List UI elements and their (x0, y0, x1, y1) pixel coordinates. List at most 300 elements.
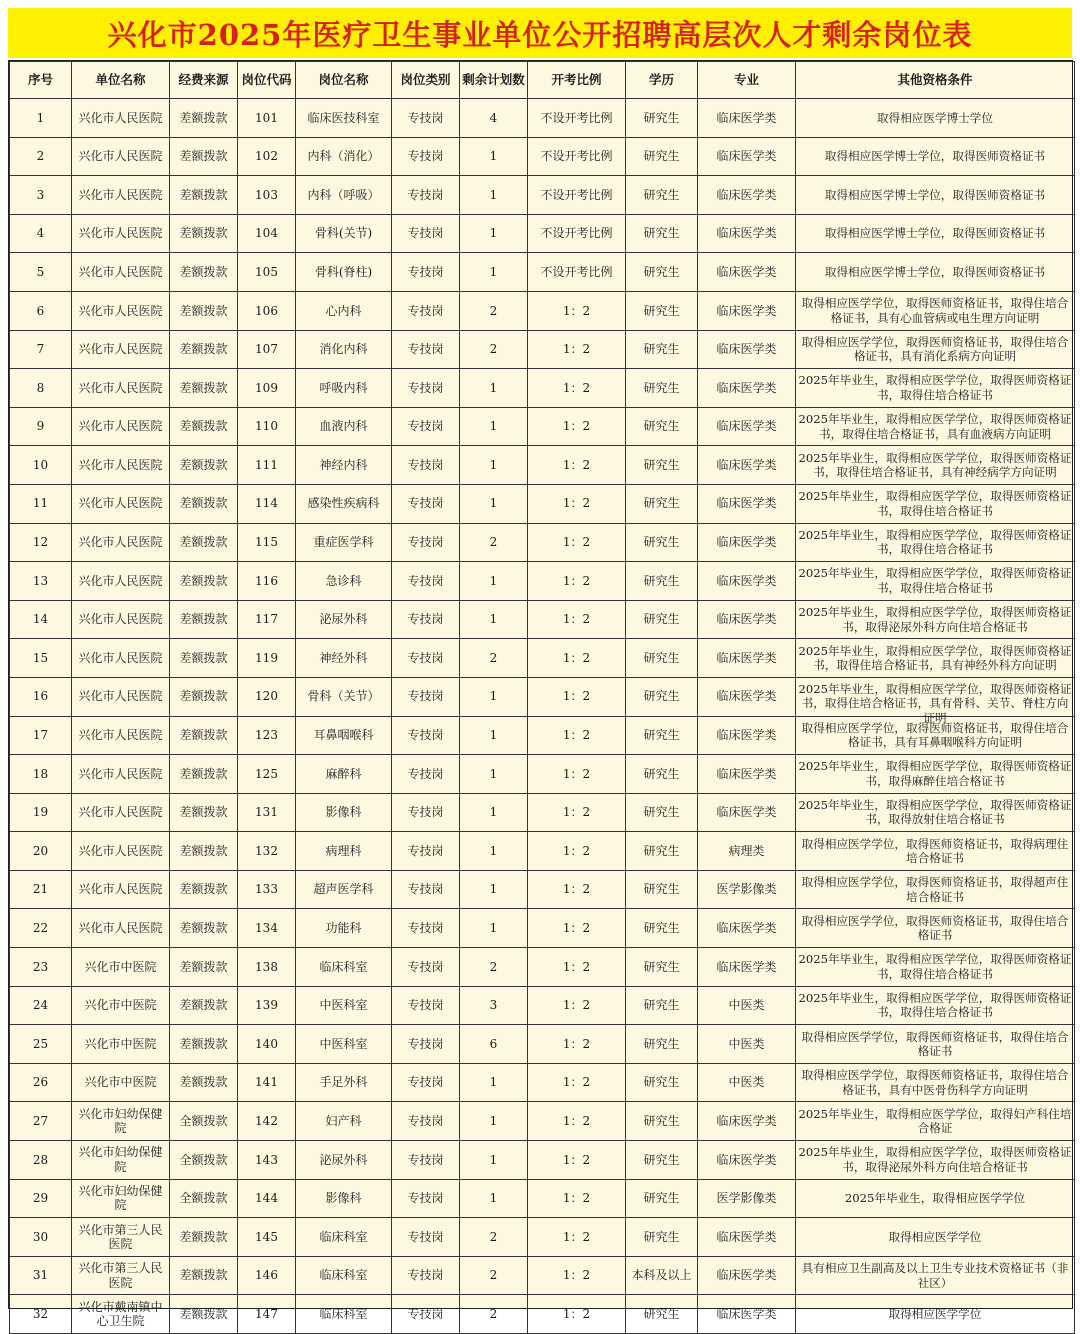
cell-position: 骨科（关节） (296, 677, 392, 716)
cell-position: 神经内科 (296, 446, 392, 485)
cell-ratio: 1：2 (528, 291, 626, 330)
cell-major: 临床医学类 (698, 562, 796, 601)
cell-category: 专技岗 (392, 1295, 460, 1334)
cell-education: 本科及以上 (626, 1256, 698, 1295)
header-remaining: 剩余计划数 (460, 62, 528, 99)
cell-unit: 兴化市人民医院 (72, 639, 170, 678)
cell-code: 145 (238, 1218, 296, 1257)
cell-remaining: 2 (460, 330, 528, 369)
cell-remaining: 1 (460, 600, 528, 639)
cell-funding: 差额拨款 (170, 523, 238, 562)
cell-ratio: 1：2 (528, 909, 626, 948)
cell-category: 专技岗 (392, 986, 460, 1025)
cell-category: 专技岗 (392, 1218, 460, 1257)
cell-education: 研究生 (626, 832, 698, 871)
requirements-text: 2025年毕业生，取得相应医学学位，取得医师资格证书，取得泌尿外科方向住培合格证书 (798, 1145, 1072, 1174)
cell-ratio: 1：2 (528, 948, 626, 987)
cell-position: 功能科 (296, 909, 392, 948)
cell-remaining: 1 (460, 253, 528, 292)
cell-education: 研究生 (626, 1218, 698, 1257)
cell-ratio: 不设开考比例 (528, 176, 626, 215)
cell-position: 超声医学科 (296, 870, 392, 909)
cell-ratio: 1：2 (528, 793, 626, 832)
cell-remaining: 2 (460, 639, 528, 678)
cell-index: 25 (10, 1025, 72, 1064)
cell-code: 117 (238, 600, 296, 639)
cell-education: 研究生 (626, 677, 698, 716)
cell-index: 8 (10, 369, 72, 408)
cell-education: 研究生 (626, 1141, 698, 1180)
cell-index: 24 (10, 986, 72, 1025)
table-row (10, 1025, 1075, 1064)
cell-remaining: 1 (460, 1141, 528, 1180)
table-row (10, 137, 1075, 176)
table-row (10, 870, 1075, 909)
cell-position: 影像科 (296, 793, 392, 832)
cell-major: 临床医学类 (698, 446, 796, 485)
table-row (10, 909, 1075, 948)
cell-remaining: 2 (460, 1256, 528, 1295)
cell-index: 16 (10, 677, 72, 716)
table-row (10, 793, 1075, 832)
table-row (10, 677, 1075, 716)
cell-unit: 兴化市人民医院 (72, 523, 170, 562)
cell-code: 105 (238, 253, 296, 292)
cell-category: 专技岗 (392, 176, 460, 215)
cell-requirements (796, 214, 1075, 253)
cell-unit: 兴化市妇幼保健院 (72, 1102, 170, 1141)
header-position: 岗位名称 (296, 62, 392, 99)
cell-index: 1 (10, 99, 72, 138)
requirements-text: 2025年毕业生，取得相应医学学位，取得医师资格证书，取得放射住培合格证书 (798, 797, 1072, 827)
cell-funding: 差额拨款 (170, 484, 238, 523)
requirements-text: 2025年毕业生，取得相应医学学位 (844, 1191, 1026, 1206)
table-row (10, 407, 1075, 446)
cell-code: 111 (238, 446, 296, 485)
cell-major: 中医类 (698, 986, 796, 1025)
cell-index: 23 (10, 948, 72, 987)
cell-education: 研究生 (626, 1063, 698, 1102)
cell-funding: 差额拨款 (170, 1025, 238, 1064)
cell-remaining: 2 (460, 1295, 528, 1334)
cell-unit: 兴化市人民医院 (72, 716, 170, 755)
cell-education: 研究生 (626, 755, 698, 794)
cell-requirements (796, 639, 1075, 678)
cell-index: 15 (10, 639, 72, 678)
cell-major: 临床医学类 (698, 600, 796, 639)
cell-category: 专技岗 (392, 832, 460, 871)
cell-position: 临床医技科室 (296, 99, 392, 138)
cell-requirements (796, 1256, 1075, 1295)
cell-code: 103 (238, 176, 296, 215)
cell-unit: 兴化市人民医院 (72, 253, 170, 292)
cell-major: 中医类 (698, 1063, 796, 1102)
cell-code: 123 (238, 716, 296, 755)
cell-category: 专技岗 (392, 1256, 460, 1295)
cell-code: 143 (238, 1141, 296, 1180)
cell-unit: 兴化市人民医院 (72, 137, 170, 176)
requirements-text: 取得相应医学学位，取得医师资格证书，取得住培合格证书，具有耳鼻咽喉科方向证明 (801, 720, 1069, 750)
cell-requirements (796, 330, 1075, 369)
table-row (10, 1141, 1075, 1180)
cell-category: 专技岗 (392, 99, 460, 138)
cell-funding: 差额拨款 (170, 948, 238, 987)
cell-index: 3 (10, 176, 72, 215)
requirements-text: 2025年毕业生，取得相应医学学位，取得医师资格证书，取得住培合格证书，具有神经病学方向证明 (798, 450, 1072, 480)
cell-ratio: 不设开考比例 (528, 214, 626, 253)
cell-unit: 兴化市中医院 (72, 1063, 170, 1102)
cell-unit: 兴化市中医院 (72, 948, 170, 987)
cell-education: 研究生 (626, 176, 698, 215)
cell-remaining: 1 (460, 407, 528, 446)
cell-ratio: 不设开考比例 (528, 99, 626, 138)
cell-unit: 兴化市人民医院 (72, 330, 170, 369)
cell-ratio: 1：2 (528, 1218, 626, 1257)
cell-remaining: 2 (460, 291, 528, 330)
cell-education: 研究生 (626, 562, 698, 601)
cell-remaining: 4 (460, 99, 528, 138)
cell-index: 21 (10, 870, 72, 909)
cell-remaining: 1 (460, 562, 528, 601)
cell-position: 泌尿外科 (296, 1141, 392, 1180)
cell-ratio: 1：2 (528, 600, 626, 639)
cell-education: 研究生 (626, 909, 698, 948)
cell-ratio: 1：2 (528, 986, 626, 1025)
requirements-text: 2025年毕业生，取得相应医学学位，取得医师资格证书，取得泌尿外科方向住培合格证书 (798, 605, 1072, 634)
cell-remaining: 1 (460, 1063, 528, 1102)
cell-funding: 差额拨款 (170, 176, 238, 215)
cell-requirements (796, 1063, 1075, 1102)
cell-index: 31 (10, 1256, 72, 1295)
cell-major: 临床医学类 (698, 755, 796, 794)
cell-ratio: 1：2 (528, 677, 626, 716)
cell-ratio: 不设开考比例 (528, 137, 626, 176)
cell-category: 专技岗 (392, 600, 460, 639)
cell-major: 临床医学类 (698, 677, 796, 716)
cell-unit: 兴化市人民医院 (72, 99, 170, 138)
table-row (10, 484, 1075, 523)
cell-category: 专技岗 (392, 446, 460, 485)
cell-funding: 全额拨款 (170, 1102, 238, 1141)
cell-funding: 差额拨款 (170, 755, 238, 794)
requirements-text: 取得相应医学学位 (888, 1306, 982, 1321)
cell-index: 9 (10, 407, 72, 446)
cell-funding: 差额拨款 (170, 986, 238, 1025)
cell-funding: 差额拨款 (170, 214, 238, 253)
cell-code: 116 (238, 562, 296, 601)
cell-category: 专技岗 (392, 562, 460, 601)
requirements-text: 具有相应卫生副高及以上卫生专业技术资格证书（非社区） (801, 1261, 1069, 1290)
header-funding: 经费来源 (170, 62, 238, 99)
cell-unit: 兴化市人民医院 (72, 484, 170, 523)
cell-major: 医学影像类 (698, 1179, 796, 1218)
cell-funding: 差额拨款 (170, 407, 238, 446)
requirements-text: 2025年毕业生，取得相应医学学位，取得医师资格证书，取得住培合格证书 (798, 373, 1072, 402)
requirements-text: 取得相应医学博士学位，取得医师资格证书 (824, 187, 1046, 202)
cell-code: 104 (238, 214, 296, 253)
cell-category: 专技岗 (392, 909, 460, 948)
cell-remaining: 3 (460, 986, 528, 1025)
cell-unit: 兴化市人民医院 (72, 832, 170, 871)
cell-requirements (796, 1218, 1075, 1257)
requirements-text: 2025年毕业生，取得相应医学学位，取得医师资格证书，取得住培合格证书 (798, 489, 1072, 518)
cell-funding: 差额拨款 (170, 137, 238, 176)
requirements-text: 取得相应医学学位，取得医师资格证书，取得住培合格证书 (801, 913, 1069, 943)
cell-remaining: 1 (460, 909, 528, 948)
cell-category: 专技岗 (392, 523, 460, 562)
cell-position: 心内科 (296, 291, 392, 330)
cell-category: 专技岗 (392, 291, 460, 330)
cell-index: 2 (10, 137, 72, 176)
cell-remaining: 1 (460, 793, 528, 832)
cell-code: 110 (238, 407, 296, 446)
cell-requirements (796, 562, 1075, 601)
table-row (10, 1179, 1075, 1218)
cell-requirements (796, 446, 1075, 485)
cell-major: 病理类 (698, 832, 796, 871)
table-row (10, 948, 1075, 987)
table-row (10, 1218, 1075, 1257)
cell-requirements (796, 948, 1075, 987)
table-row (10, 1102, 1075, 1141)
table-row (10, 639, 1075, 678)
cell-code: 114 (238, 484, 296, 523)
cell-ratio: 1：2 (528, 1102, 626, 1141)
cell-position: 泌尿外科 (296, 600, 392, 639)
cell-position: 急诊科 (296, 562, 392, 601)
cell-education: 研究生 (626, 1102, 698, 1141)
table-row (10, 291, 1075, 330)
cell-requirements (796, 832, 1075, 871)
cell-funding: 差额拨款 (170, 330, 238, 369)
cell-unit: 兴化市人民医院 (72, 369, 170, 408)
cell-code: 132 (238, 832, 296, 871)
cell-category: 专技岗 (392, 639, 460, 678)
cell-index: 11 (10, 484, 72, 523)
cell-education: 研究生 (626, 793, 698, 832)
cell-unit: 兴化市人民医院 (72, 755, 170, 794)
cell-major: 临床医学类 (698, 176, 796, 215)
cell-ratio: 1：2 (528, 639, 626, 678)
cell-requirements (796, 1179, 1075, 1218)
cell-education: 研究生 (626, 639, 698, 678)
cell-code: 125 (238, 755, 296, 794)
cell-unit: 兴化市中医院 (72, 986, 170, 1025)
cell-requirements (796, 793, 1075, 832)
cell-remaining: 2 (460, 1218, 528, 1257)
cell-unit: 兴化市人民医院 (72, 214, 170, 253)
cell-index: 32 (10, 1295, 72, 1334)
cell-index: 6 (10, 291, 72, 330)
cell-code: 120 (238, 677, 296, 716)
cell-category: 专技岗 (392, 253, 460, 292)
header-requirements: 其他资格条件 (796, 62, 1075, 99)
cell-position: 临床科室 (296, 1256, 392, 1295)
cell-unit: 兴化市人民医院 (72, 870, 170, 909)
cell-code: 142 (238, 1102, 296, 1141)
cell-requirements (796, 1295, 1075, 1334)
cell-position: 中医科室 (296, 986, 392, 1025)
cell-ratio: 1：2 (528, 407, 626, 446)
cell-category: 专技岗 (392, 137, 460, 176)
cell-ratio: 1：2 (528, 523, 626, 562)
cell-position: 手足外科 (296, 1063, 392, 1102)
cell-major: 临床医学类 (698, 407, 796, 446)
cell-category: 专技岗 (392, 330, 460, 369)
table-body (10, 99, 1075, 1334)
cell-index: 13 (10, 562, 72, 601)
requirements-text: 2025年毕业生，取得相应医学学位，取得医师资格证书，取得住培合格证书 (798, 527, 1072, 557)
cell-code: 102 (238, 137, 296, 176)
cell-education: 研究生 (626, 523, 698, 562)
cell-ratio: 1：2 (528, 1025, 626, 1064)
cell-funding: 差额拨款 (170, 1295, 238, 1334)
cell-category: 专技岗 (392, 1025, 460, 1064)
cell-requirements (796, 291, 1075, 330)
cell-ratio: 不设开考比例 (528, 253, 626, 292)
cell-major: 临床医学类 (698, 253, 796, 292)
cell-major: 临床医学类 (698, 330, 796, 369)
cell-index: 28 (10, 1141, 72, 1180)
cell-education: 研究生 (626, 870, 698, 909)
requirements-text: 取得相应医学学位，取得医师资格证书，取得住培合格证书，具有心血管病或电生理方向证明 (801, 296, 1069, 325)
cell-ratio: 1：2 (528, 330, 626, 369)
cell-requirements (796, 99, 1075, 138)
cell-education: 研究生 (626, 948, 698, 987)
cell-position: 临床科室 (296, 948, 392, 987)
cell-unit: 兴化市人民医院 (72, 562, 170, 601)
table-row (10, 176, 1075, 215)
table-row (10, 446, 1075, 485)
cell-unit: 兴化市人民医院 (72, 176, 170, 215)
cell-index: 12 (10, 523, 72, 562)
cell-major: 临床医学类 (698, 909, 796, 948)
cell-code: 133 (238, 870, 296, 909)
cell-position: 中医科室 (296, 1025, 392, 1064)
cell-requirements (796, 716, 1075, 755)
cell-funding: 差额拨款 (170, 562, 238, 601)
cell-position: 神经外科 (296, 639, 392, 678)
cell-major: 临床医学类 (698, 1295, 796, 1334)
cell-education: 研究生 (626, 1295, 698, 1334)
cell-ratio: 1：2 (528, 1141, 626, 1180)
cell-index: 26 (10, 1063, 72, 1102)
table-row (10, 600, 1075, 639)
cell-requirements (796, 369, 1075, 408)
cell-funding: 差额拨款 (170, 716, 238, 755)
cell-position: 消化内科 (296, 330, 392, 369)
cell-funding: 差额拨款 (170, 1256, 238, 1295)
cell-education: 研究生 (626, 986, 698, 1025)
requirements-text: 取得相应医学学位 (888, 1229, 982, 1244)
cell-major: 临床医学类 (698, 716, 796, 755)
cell-index: 10 (10, 446, 72, 485)
cell-unit: 兴化市人民医院 (72, 600, 170, 639)
positions-table (9, 61, 1075, 1334)
cell-requirements (796, 176, 1075, 215)
table-row (10, 1295, 1075, 1334)
cell-requirements (796, 407, 1075, 446)
requirements-text: 2025年毕业生，取得相应医学学位，取得医师资格证书，取得住培合格证书 (798, 990, 1072, 1020)
cell-position: 麻醉科 (296, 755, 392, 794)
cell-index: 18 (10, 755, 72, 794)
cell-remaining: 2 (460, 948, 528, 987)
requirements-text: 2025年毕业生，取得相应医学学位，取得医师资格证书，取得住培合格证书，具有神经外科方向证明 (798, 643, 1072, 673)
cell-funding: 差额拨款 (170, 600, 238, 639)
cell-ratio: 1：2 (528, 1063, 626, 1102)
cell-education: 研究生 (626, 369, 698, 408)
cell-funding: 差额拨款 (170, 639, 238, 678)
page-title: 兴化市2025年医疗卫生事业单位公开招聘高层次人才剩余岗位表 (107, 17, 973, 52)
cell-ratio: 1：2 (528, 755, 626, 794)
cell-code: 119 (238, 639, 296, 678)
cell-remaining: 1 (460, 832, 528, 871)
cell-unit: 兴化市人民医院 (72, 677, 170, 716)
table-row (10, 369, 1075, 408)
cell-major: 临床医学类 (698, 1141, 796, 1180)
cell-index: 14 (10, 600, 72, 639)
cell-funding: 差额拨款 (170, 99, 238, 138)
cell-requirements (796, 870, 1075, 909)
cell-funding: 差额拨款 (170, 793, 238, 832)
cell-unit: 兴化市第三人民医院 (72, 1218, 170, 1257)
cell-funding: 差额拨款 (170, 446, 238, 485)
requirements-text: 2025年毕业生，取得相应医学学位，取得医师资格证书，取得麻醉住培合格证书 (798, 759, 1072, 788)
table-header-row (10, 62, 1075, 99)
cell-requirements (796, 484, 1075, 523)
cell-education: 研究生 (626, 407, 698, 446)
header-category: 岗位类别 (392, 62, 460, 99)
cell-code: 140 (238, 1025, 296, 1064)
cell-code: 147 (238, 1295, 296, 1334)
requirements-text: 取得相应医学博士学位，取得医师资格证书 (824, 149, 1046, 164)
cell-requirements (796, 755, 1075, 794)
cell-code: 109 (238, 369, 296, 408)
cell-code: 146 (238, 1256, 296, 1295)
cell-code: 107 (238, 330, 296, 369)
requirements-text: 2025年毕业生，取得相应医学学位，取得医师资格证书，取得住培合格证书 (798, 952, 1072, 981)
cell-remaining: 1 (460, 369, 528, 408)
cell-education: 研究生 (626, 484, 698, 523)
cell-major: 临床医学类 (698, 1102, 796, 1141)
cell-category: 专技岗 (392, 1063, 460, 1102)
cell-position: 妇产科 (296, 1102, 392, 1141)
cell-funding: 差额拨款 (170, 909, 238, 948)
cell-unit: 兴化市人民医院 (72, 909, 170, 948)
cell-code: 106 (238, 291, 296, 330)
cell-education: 研究生 (626, 99, 698, 138)
cell-funding: 差额拨款 (170, 832, 238, 871)
table-row (10, 716, 1075, 755)
cell-education: 研究生 (626, 291, 698, 330)
cell-requirements (796, 1025, 1075, 1064)
cell-index: 22 (10, 909, 72, 948)
cell-index: 19 (10, 793, 72, 832)
cell-position: 临床科室 (296, 1295, 392, 1334)
table-row (10, 214, 1075, 253)
positions-table-container (8, 60, 1073, 1329)
cell-category: 专技岗 (392, 948, 460, 987)
cell-funding: 差额拨款 (170, 1218, 238, 1257)
cell-code: 144 (238, 1179, 296, 1218)
cell-requirements (796, 1102, 1075, 1141)
cell-requirements (796, 909, 1075, 948)
table-row (10, 253, 1075, 292)
cell-unit: 兴化市人民医院 (72, 407, 170, 446)
cell-index: 30 (10, 1218, 72, 1257)
requirements-text: 取得相应医学学位，取得医师资格证书，取得住培合格证书 (801, 1029, 1069, 1059)
cell-unit: 兴化市人民医院 (72, 446, 170, 485)
